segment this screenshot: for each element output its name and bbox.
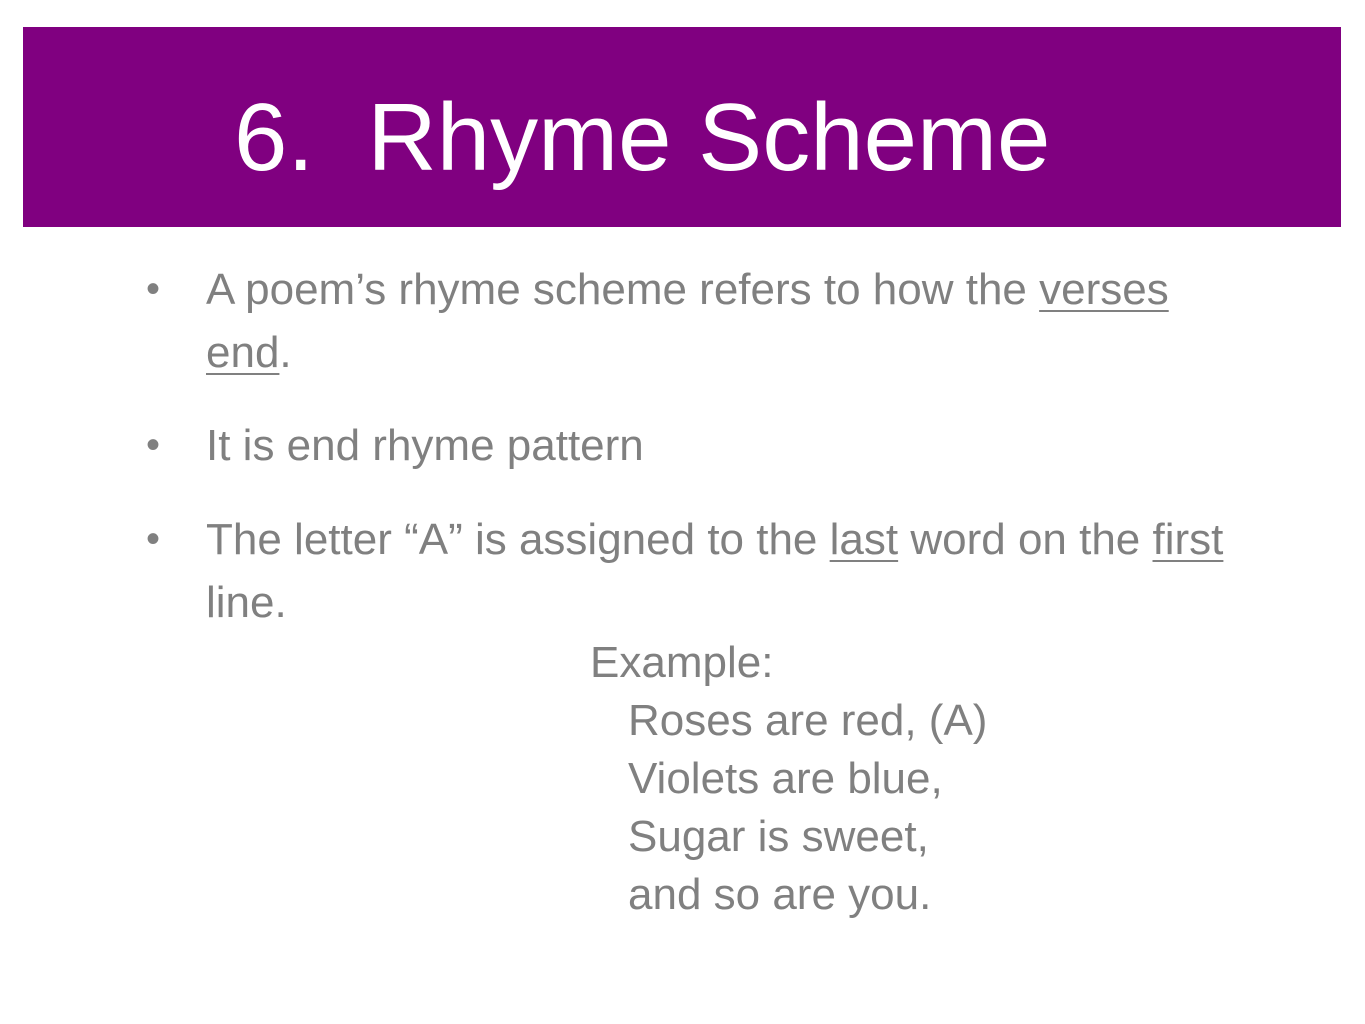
bullet-text: line.	[206, 578, 287, 627]
bullet-list	[146, 258, 1226, 664]
poem-line: and so are you.	[628, 870, 932, 919]
underlined-term-first: first	[1152, 515, 1224, 564]
example-poem	[628, 692, 987, 924]
slide-title: 6. Rhyme Scheme	[234, 84, 1051, 191]
bullet-item-letter-a-assignment	[146, 508, 1226, 634]
bullet-item-rhyme-scheme-definition	[146, 258, 1226, 384]
bullet-text: .	[279, 328, 292, 377]
underlined-term-verses-end: verses end	[206, 265, 1169, 377]
poem-line: Roses are red, (A)	[628, 696, 988, 745]
bullet-text: word on the	[898, 515, 1153, 564]
bullet-text: The letter “A” is assigned to the	[206, 515, 830, 564]
bullet-text: It is end rhyme pattern	[206, 421, 644, 470]
bullet-text: A poem’s rhyme scheme refers to how the	[206, 265, 1040, 314]
poem-line: Sugar is sweet,	[628, 812, 929, 861]
poem-line: Violets are blue,	[628, 754, 943, 803]
bullet-dot-icon: •	[146, 267, 161, 311]
bullet-dot-icon: •	[146, 517, 161, 561]
bullet-dot-icon: •	[146, 423, 161, 467]
underlined-term-last: last	[829, 515, 899, 564]
example-label: Example:	[590, 638, 774, 687]
bullet-item-end-rhyme-pattern	[146, 414, 1226, 477]
